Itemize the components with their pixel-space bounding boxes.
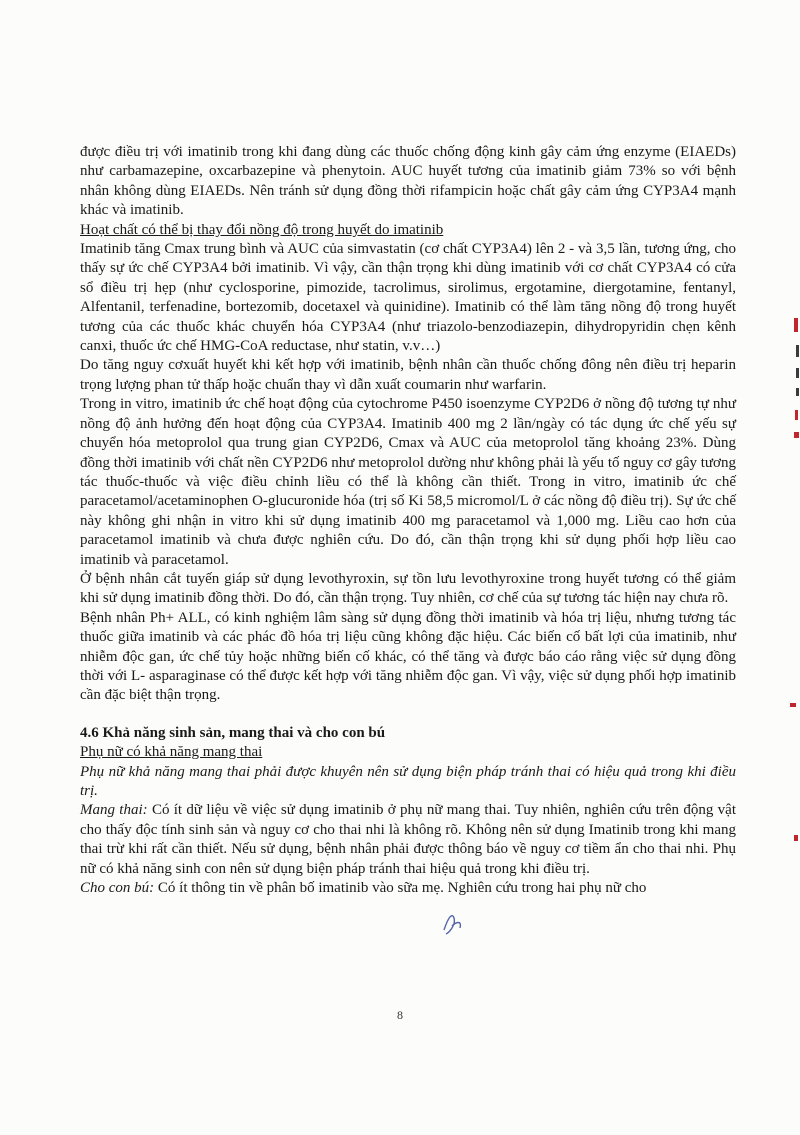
edge-mark-dark	[796, 345, 799, 357]
page-number: 8	[397, 1008, 403, 1022]
subheading-childbearing: Phụ nữ có khả năng mang thai	[80, 744, 263, 761]
section-heading-4-6: 4.6 Khả năng sinh sản, mang thai và cho con bú	[80, 724, 386, 741]
paragraph-cyp2d6: Trong in vitro, imatinib ức chế hoạt động của cytochrome P450 isoenzyme CYP2D6 ở nồng độ tương tự như nồng độ ảnh hưởng đến hoạt động của CYP3A4. Imatinib 400 mg 2 lần/ngày có tác dụng ức chế yếu sự chuyển hóa metoprolol qua trung gian CYP2D6, Cmax và AUC của metoprolol tăng khoảng 23%. Dùng đồng thời imatinib với chất nền CYP2D6 như metoprolol dường như không phải là yếu tố nguy cơ gây tương tác thuốc-thuốc và việc điều chỉnh liều có thể là không cần thiết. Trong in vitro, imatinib ức chế paracetamol/acetaminophen O-glucuronide hóa (trị số Ki 58,5 micromol/L ở các nồng độ điều trị). Sự ức chế này không ghi nhận in vitro khi sử dụng imatinib 400 mg paracetamol và 1,000 mg. Liều cao hơn của paracetamol imatinib và chưa được nghiên cứu. Do đó, cần thận trọng khi sử dụng phối hợp liều cao imatinib và paracetamol.	[80, 396, 736, 568]
edge-mark-red	[794, 835, 798, 841]
page-content	[80, 143, 736, 898]
edge-mark-red	[794, 318, 798, 332]
paragraph-eiaeds: được điều trị với imatinib trong khi đang dùng các thuốc chống động kinh gây cảm ứng enzyme (EIAEDs) như carbamazepine, oxcarbazepine và phenytoin. AUC huyết tương của imatinib giảm 73% so với bệnh nhân không dùng EIAEDs. Nên tránh sử dụng đồng thời rifampicin hoặc chất gây cảm ứng CYP3A4 mạnh khác và imatinib.	[80, 144, 736, 219]
paragraph-contraception: Phụ nữ khả năng mang thai phải được khuyên nên sử dụng biện pháp tránh thai có hiệu quả trong khi điều trị.	[80, 763, 736, 799]
paragraph-heparin: Do tăng nguy cơxuất huyết khi kết hợp với imatinib, bệnh nhân cần thuốc chống đông nên điều trị heparin trọng lượng phan tử thấp hoặc chuẩn thay vì dẫn xuất coumarin như warfarin.	[80, 357, 736, 393]
edge-mark-dark	[796, 368, 799, 378]
ink-signature-mark	[440, 908, 466, 938]
edge-mark-red	[795, 410, 798, 420]
breastfeeding-label: Cho con bú:	[80, 880, 155, 897]
paragraph-levothyroxin: Ở bệnh nhân cắt tuyến giáp sử dụng levothyroxin, sự tồn lưu levothyroxine trong huyết tương có thể giảm khi sử dụng imatinib đồng thời. Do đó, cần thận trọng. Tuy nhiên, cơ chế của sự tương tác hiện nay chưa rõ.	[80, 570, 736, 607]
subheading-interactions: Hoạt chất có thể bị thay đổi nồng độ trong huyết do imatinib	[80, 221, 444, 238]
pregnancy-text: Có ít dữ liệu về việc sử dụng imatinib ở phụ nữ mang thai. Tuy nhiên, nghiên cứu trên động vật cho thấy độc tính sinh sản và nguy cơ cho thai nhi là không rõ. Không nên sử dụng Imatinib trong khi mang thai trừ khi rất cần thiết. Nếu sử dụng, bệnh nhân phải được thông báo về nguy cơ tiềm ẩn cho thai nhi. Phụ nữ có khả năng sinh con nên sử dụng biện pháp tránh thai hiệu quả trong khi điều trị.	[80, 802, 736, 877]
paragraph-simvastatin: Imatinib tăng Cmax trung bình và AUC của simvastatin (cơ chất CYP3A4) lên 2 - và 3,5 lần, tương ứng, cho thấy sự ức chế CYP3A4 bởi imatinib. Vì vậy, cần thận trọng khi dùng imatinib với cơ chất CYP3A4 có cửa sổ điều trị hẹp (như cyclosporine, pimozide, tacrolimus, sirolimus, ergotamine, diergotamine, fentanyl, Alfentanil, terfenadine, bortezomib, docetaxel và quinidine). Imatinib có thể làm tăng nồng độ trong huyết tương của các thuốc khác chuyển hóa CYP3A4 (như triazolo-benzodiazepin, dihydropyridin chẹn kênh canxi, thuốc ức chế HMG-CoA reductase, như statin, v.v…)	[80, 241, 736, 355]
paragraph-breastfeeding	[80, 879, 736, 898]
paragraph-pregnancy	[80, 801, 736, 879]
breastfeeding-text: Có ít thông tin về phân bố imatinib vào sữa mẹ. Nghiên cứu trong hai phụ nữ cho	[154, 880, 647, 897]
pregnancy-label: Mang thai:	[80, 802, 148, 819]
edge-mark-red	[794, 432, 799, 438]
edge-mark-dark	[796, 388, 799, 396]
edge-mark-red	[790, 703, 796, 707]
paragraph-ph-all: Bệnh nhân Ph+ ALL, có kinh nghiệm lâm sàng sử dụng đồng thời imatinib và hóa trị liệu, nhưng tương tác thuốc giữa imatinib và các phác đồ hóa trị liệu cũng không đặc hiệu. Các biến cố bất lợi của imatinib, như nhiễm độc gan, ức chế tủy hoặc những biến cố khác, có thể tăng và được báo cáo rằng việc sử dụng đồng thời với L- asparaginase có thể được kết hợp với tăng nhiễm độc gan. Vì vậy, việc sử dụng phối hợp imatinib cần đặc biệt thận trọng.	[80, 609, 736, 704]
